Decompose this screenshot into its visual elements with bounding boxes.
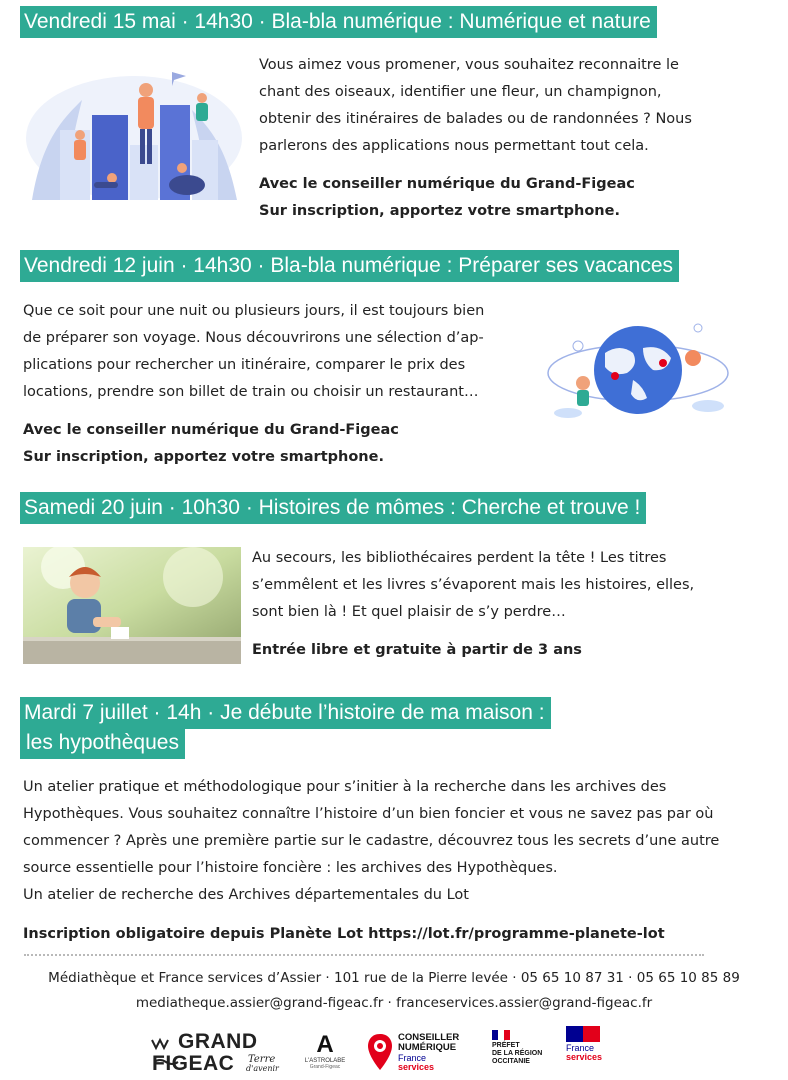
map-pin-icon — [366, 1032, 394, 1072]
event-2-line: locations, prendre son billet de train ou choisir un restaurant… — [23, 384, 479, 400]
event-4-line: Hypothèques. Vous souhaitez connaître l’histoire d’un bien foncier et vous ne savez pas par où — [23, 806, 714, 822]
event-1-line: obtenir des itinéraires de balades ou de randonnées ? Nous — [259, 111, 692, 127]
france-services-flag-icon — [566, 1026, 600, 1042]
event-1-line: Vous aimez vous promener, vous souhaitez reconnaitre le — [259, 57, 679, 73]
event-3-note-line: Entrée libre et gratuite à partir de 3 ans — [252, 642, 582, 658]
event-3-line: sont bien là ! Et quel plaisir de s’y perdre… — [252, 604, 566, 620]
grand-figeac-logo — [150, 1030, 280, 1075]
child-reading-photo — [23, 547, 241, 664]
grand-figeac-line1: GRAND — [178, 1030, 258, 1053]
lastrolabe-logo — [300, 1032, 350, 1077]
event-1-note-line: Sur inscription, apportez votre smartphone. — [259, 203, 620, 219]
event-1-note — [259, 171, 635, 225]
conseiller-line4: services — [398, 1062, 435, 1072]
event-3-line: Au secours, les bibliothécaires perdent la tête ! Les titres — [252, 550, 667, 566]
event-4-line: source essentielle pour l’histoire foncière : les archives des Hypothèques. — [23, 860, 558, 876]
event-1-note-line: Avec le conseiller numérique du Grand-Figeac — [259, 176, 635, 192]
conseiller-line1: CONSEILLER — [398, 1032, 460, 1043]
travel-globe-illustration — [543, 318, 733, 428]
france-services-line2: services — [566, 1052, 603, 1062]
event-4-title-continued: les hypothèques — [20, 727, 185, 759]
event-4-line: commencer ? Après une première partie sur le cadastre, découvrez tous les secrets d’une autre — [23, 833, 720, 849]
event-2-line: plications pour rechercher un itinéraire, comparer le prix des — [23, 357, 466, 373]
grand-figeac-tagline1: Terre — [248, 1054, 276, 1065]
nature-illustration — [22, 60, 247, 205]
prefet-line3: OCCITANIE — [492, 1058, 530, 1065]
event-3-title: Samedi 20 juin · 10h30 · Histoires de mômes : Cherche et trouve ! — [20, 492, 646, 524]
prefet-line2: DE LA RÉGION — [492, 1050, 543, 1057]
event-4-note-line: Inscription obligatoire depuis Planète Lot https://lot.fr/programme-planete-lot — [23, 926, 665, 942]
event-3-description — [252, 545, 694, 626]
event-1-description — [259, 52, 692, 160]
conseiller-line2: NUMÉRIQUE — [398, 1042, 457, 1053]
event-2-line: Que ce soit pour une nuit ou plusieurs jours, il est toujours bien — [23, 303, 485, 319]
event-2-line: de préparer son voyage. Nous découvrirons une sélection d’ap- — [23, 330, 484, 346]
france-services-logo — [566, 1026, 616, 1076]
event-2-title: Vendredi 12 juin · 14h30 · Bla-bla numérique : Préparer ses vacances — [20, 250, 679, 282]
event-1-line: parlerons des applications nous permettant tout cela. — [259, 138, 649, 154]
event-2-note — [23, 417, 399, 471]
footer-divider — [24, 954, 704, 956]
prefet-line1: PRÉFET — [492, 1042, 520, 1049]
footer-address: Médiathèque et France services d’Assier · 101 rue de la Pierre levée · 05 65 10 87 31 · 05 65 10 85 89 — [48, 970, 740, 986]
grand-figeac-tagline2: d'avenir — [246, 1064, 279, 1073]
lastrolabe-sub: Grand-Figeac — [309, 1064, 341, 1070]
conseiller-line3: France — [398, 1053, 427, 1063]
lastrolabe-name: L'ASTROLABE — [304, 1058, 346, 1064]
event-1-title: Vendredi 15 mai · 14h30 · Bla-bla numérique : Numérique et nature — [20, 6, 657, 38]
conseiller-numerique-logo — [366, 1030, 476, 1075]
event-4-title: Mardi 7 juillet · 14h · Je débute l’histoire de ma maison : — [20, 697, 551, 729]
french-flag-icon — [492, 1030, 510, 1040]
lastrolabe-letter: A — [316, 1031, 334, 1058]
event-4-line: Un atelier de recherche des Archives départementales du Lot — [23, 887, 469, 903]
event-2-note-line: Avec le conseiller numérique du Grand-Figeac — [23, 422, 399, 438]
event-3-line: s’emmêlent et les livres s’évaporent mais les histoires, elles, — [252, 577, 695, 593]
prefet-occitanie-logo — [492, 1030, 552, 1075]
event-1-line: chant des oiseaux, identifier une fleur, un champignon, — [259, 84, 662, 100]
event-2-note-line: Sur inscription, apportez votre smartphone. — [23, 449, 384, 465]
france-services-line1: France — [566, 1043, 595, 1053]
event-2-description — [23, 298, 484, 406]
event-3-note — [252, 637, 582, 664]
grand-figeac-line2: FIGEAC — [152, 1052, 235, 1075]
event-4-line: Un atelier pratique et méthodologique pour s’initier à la recherche dans les archives des — [23, 779, 667, 795]
event-4-description — [23, 774, 719, 909]
event-4-note — [23, 921, 665, 948]
footer-emails: mediatheque.assier@grand-figeac.fr · franceservices.assier@grand-figeac.fr — [135, 995, 653, 1011]
